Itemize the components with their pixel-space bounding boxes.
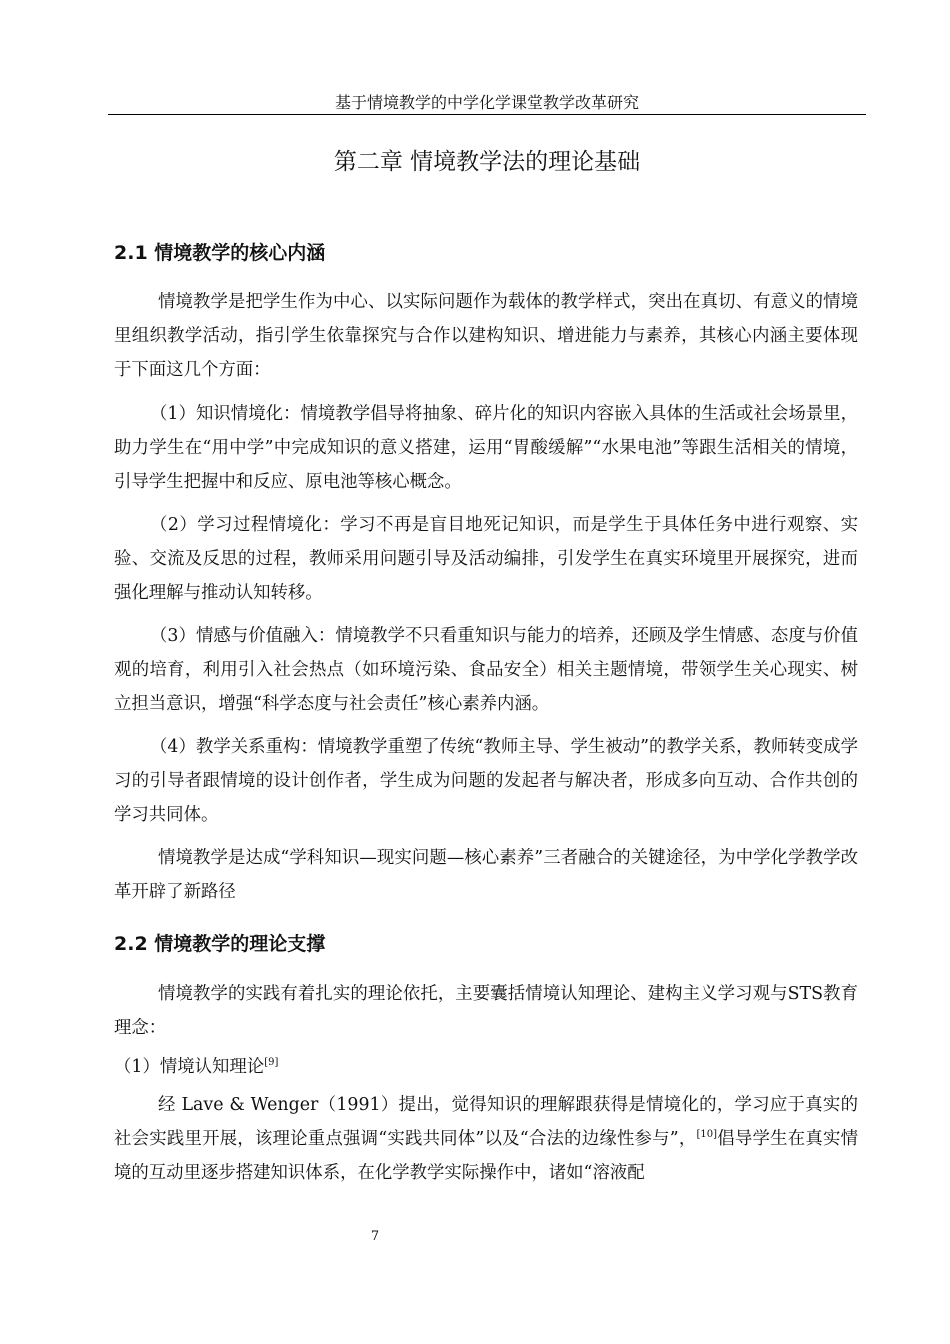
paragraph-situated-cognition — [114, 1088, 858, 1190]
citation-ref-10: [10] — [696, 1129, 718, 1141]
chapter-title: 第二章 情境教学法的理论基础 — [333, 149, 641, 175]
section-heading-2-2: 2.2 情境教学的理论支撑 — [114, 933, 326, 955]
running-header: 基于情境教学的中学化学课堂教学改革研究 — [334, 93, 639, 112]
citation-ref-9: [9] — [264, 1057, 279, 1069]
paragraph-intro: 情境教学是把学生作为中心、以实际问题作为载体的教学样式，突出在真切、有意义的情境里组织教学活动，指引学生依靠探究与合作以建构知识、增进能力与素养，其核心内涵主要体现于下面这几个方面： — [114, 292, 858, 380]
paragraph-point-2: （2）学习过程情境化：学习不再是盲目地死记知识，而是学生于具体任务中进行观察、实验、交流及反思的过程，教师采用问题引导及活动编排，引发学生在真实环境里开展探究，进而强化理解与推动认知转移。 — [114, 515, 858, 603]
body-text-after-ref: 倡导学生在真实情境的互动里逐步搭建知识体系，在化学教学实际操作中，诸如“溶液配 — [114, 1129, 858, 1183]
subheading-situated-cognition — [114, 1050, 278, 1084]
body-text-before-ref: 经 Lave & Wenger（1991）提出，觉得知识的理解跟获得是情境化的，学习应于真实的社会实践里开展，该理论重点强调“实践共同体”以及“合法的边缘性参与”， — [114, 1095, 858, 1149]
paragraph-point-4: （4）教学关系重构：情境教学重塑了传统“教师主导、学生被动”的教学关系，教师转变成学习的引导者跟情境的设计创作者，学生成为问题的发起者与解决者，形成多向互动、合作共创的学习共同体。 — [114, 737, 858, 825]
subheading-text: （1）情境认知理论 — [114, 1057, 265, 1077]
paragraph-theory-intro: 情境教学的实践有着扎实的理论依托，主要囊括情境认知理论、建构主义学习观与STS教育理念： — [114, 984, 858, 1038]
paragraph-point-1: （1）知识情境化：情境教学倡导将抽象、碎片化的知识内容嵌入具体的生活或社会场景里，助力学生在“用中学”中完成知识的意义搭建，运用“胃酸缓解”“水果电池”等跟生活相关的情境，引导学生把握中和反应、原电池等核心概念。 — [114, 404, 858, 492]
header-divider — [108, 114, 866, 115]
page-number: 7 — [370, 1229, 380, 1244]
section-heading-2-1: 2.1 情境教学的核心内涵 — [114, 242, 326, 264]
paragraph-summary: 情境教学是达成“学科知识—现实问题—核心素养”三者融合的关键途径，为中学化学教学改革开辟了新路径 — [114, 848, 858, 902]
paragraph-point-3: （3）情感与价值融入：情境教学不只看重知识与能力的培养，还顾及学生情感、态度与价值观的培育，利用引入社会热点（如环境污染、食品安全）相关主题情境，带领学生关心现实、树立担当意识，增强“科学态度与社会责任”核心素养内涵。 — [114, 626, 858, 714]
